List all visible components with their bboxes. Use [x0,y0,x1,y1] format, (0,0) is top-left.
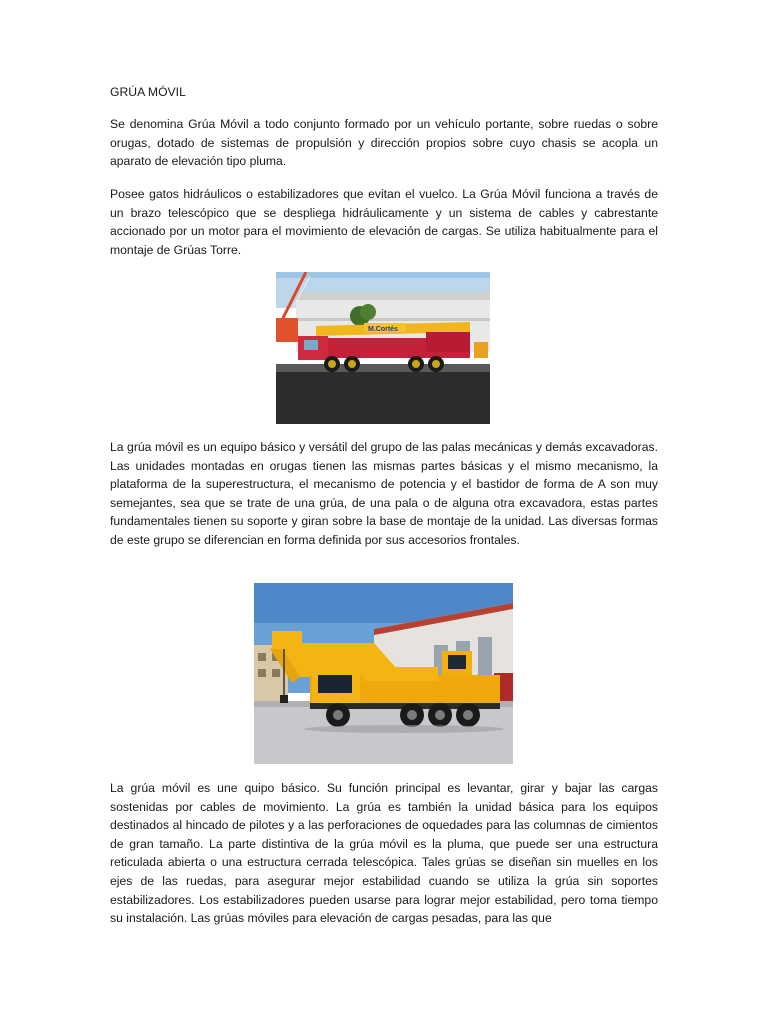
paragraph-1: Se denomina Grúa Móvil a todo conjunto formado por un vehículo portante, sobre ruedas o sobre orugas, dotado de sistemas de propulsión y dirección propios sobre cuyo chasis se acopla un aparato de elevación tipo pluma. [110,117,658,169]
page-title: GRÚA MÓVIL [110,85,186,99]
crane-truck-photo [276,272,490,424]
svg-text:M.Cortés: M.Cortés [368,326,398,333]
paragraph-3: La grúa móvil es un equipo básico y versátil del grupo de las palas mecánicas y demás excavadoras. Las unidades montadas en orugas tienen las mismas partes básicas y el mismo mecanismo, la plataforma de la superestructura, el mecanismo de potencia y el bastidor de forma de A son muy semejantes, sea que se trate de una grúa, de una pala o de alguna otra excavadora, estas partes fundamentales tienen su soporte y giran sobre la base de montaje de la unidad. Las diversas formas de este grupo se diferencian en forma definida por sus accesorios frontales. [110,440,658,547]
paragraph-2: Posee gatos hidráulicos o estabilizadores que evitan el vuelco. La Grúa Móvil funciona a través de un brazo telescópico que se despliega hidráulicamente y un sistema de cables y cabrestante accionado por un motor para el movimiento de elevación de cargas. Se utiliza habitualmente para el montaje de Grúas Torre. [110,187,658,257]
paragraph-4: La grúa móvil es une quipo básico. Su función principal es levantar, girar y bajar las cargas sostenidas por cables de movimiento. La grúa es también la unidad básica para los equipos destinados al hincado de pilotes y a las perforaciones de oquedades para las columnas de cimientos de gran tamaño. La parte distintiva de la grúa móvil es la pluma, que puede ser una estructura reticulada abierta o una estructura cerrada telescópica. Tales grúas se diseñan sin muelles en los ejes de las ruedas, para asegurar mejor estabilidad cuando se utiliza la grúa sin soportes estabilizadores. Los estabilizadores pueden usarse para lograr mejor estabilidad, pero toma tiempo su instalación. Las grúas móviles para elevación de cargas pesadas, para las que [110,781,658,926]
yellow-crane-photo [254,583,513,764]
